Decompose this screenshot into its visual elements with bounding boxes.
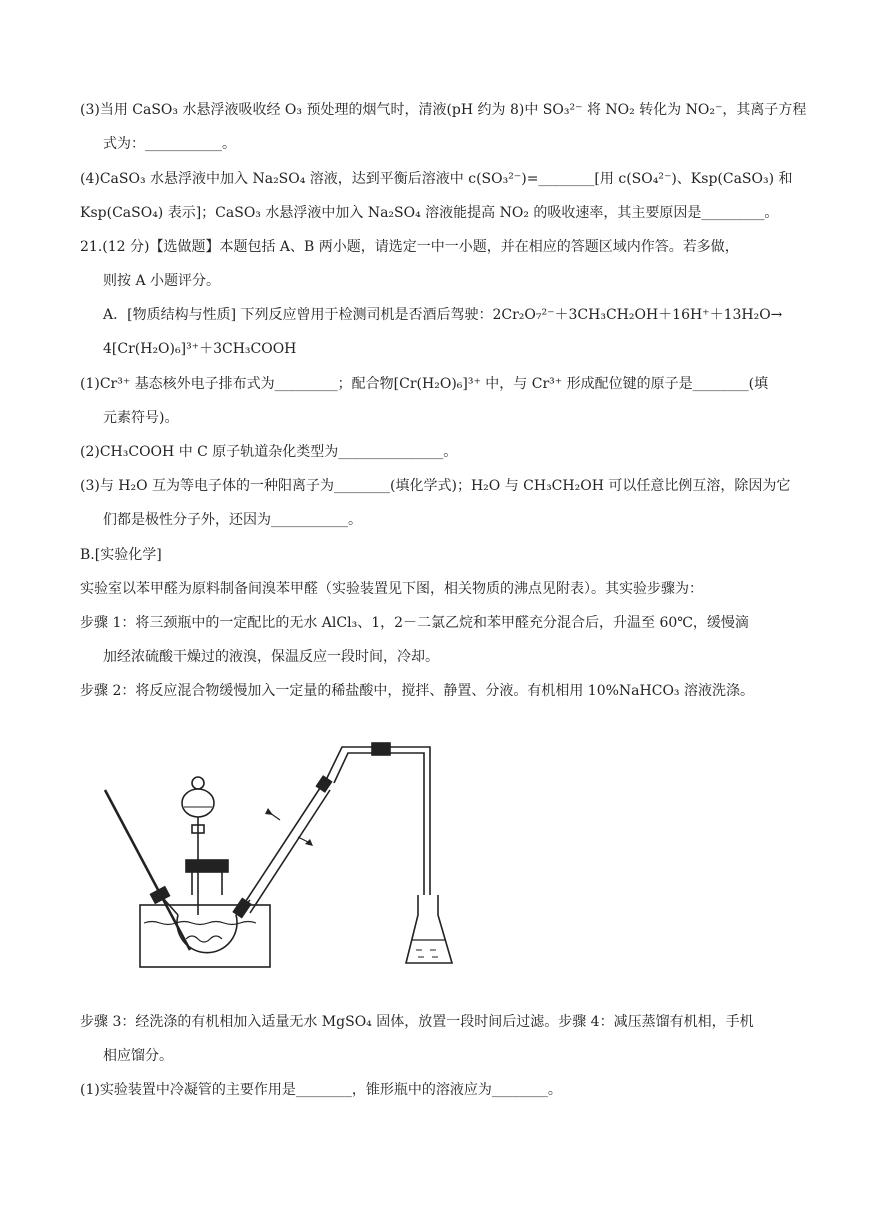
line-B-intro: 实验室以苯甲醛为原料制备间溴苯甲醛（实验装置见下图，相关物质的沸点见附表）。其实验步骤为： <box>80 581 703 597</box>
line-A2: (2)CH₃COOH 中 C 原子轨道杂化类型为_______________。 <box>80 444 458 460</box>
line-A1-cont: 元素符号)。 <box>103 410 179 426</box>
thermometer <box>105 790 190 950</box>
line-q3-cont: 式为：___________。 <box>103 136 236 152</box>
conical-flask <box>406 895 452 963</box>
line-step1: 步骤 1：将三颈瓶中的一定配比的无水 AlCl₃、1，2－二氯乙烷和苯甲醛充分混合后，升温至 60℃，缓慢滴 <box>80 615 749 631</box>
line-step3-cont: 相应馏分。 <box>103 1048 173 1064</box>
line-q3: (3)当用 CaSO₃ 水悬浮液吸收经 O₃ 预处理的烟气时，清液(pH 约为 8)中 SO₃²⁻ 将 NO₂ 转化为 NO₂⁻，其离子方程 <box>80 102 807 118</box>
line-partA-eq: 4[Cr(H₂O)₆]³⁺＋3CH₃COOH <box>103 341 297 357</box>
condenser <box>233 776 331 917</box>
line-q4: (4)CaSO₃ 水悬浮液中加入 Na₂SO₄ 溶液，达到平衡后溶液中 c(SO₃²⁻)=________[用 c(SO₄²⁻)、Ksp(CaSO₃) 和 <box>80 171 793 187</box>
dropping-funnel <box>182 777 214 915</box>
apparatus-diagram <box>100 725 480 975</box>
line-step1-cont: 加经浓硫酸干燥过的液溴，保温反应一段时间，冷却。 <box>103 649 439 665</box>
line-q4-cont: Ksp(CaSO₄) 表示]；CaSO₃ 水悬浮液中加入 Na₂SO₄ 溶液能提高 NO₂ 的吸收速率，其主要原因是_________。 <box>80 205 779 221</box>
line-step2: 步骤 2：将反应混合物缓慢加入一定量的稀盐酸中，搅拌、静置、分液。有机相用 10%NaHCO₃ 溶液洗涤。 <box>80 683 754 699</box>
line-B1: (1)实验装置中冷凝管的主要作用是________，锥形瓶中的溶液应为________。 <box>80 1082 562 1098</box>
line-step3: 步骤 3：经洗涤的有机相加入适量无水 MgSO₄ 固体，放置一段时间后过滤。步骤 4：减压蒸馏有机相，手机 <box>80 1014 754 1030</box>
line-q21: 21.(12 分)【选做题】本题包括 A、B 两小题，请选定一中一小题，并在相应的答题区域内作答。若多做， <box>80 239 739 255</box>
line-partB: B.[实验化学] <box>80 547 162 563</box>
water-bath <box>140 905 270 967</box>
line-q21-cont: 则按 A 小题评分。 <box>103 273 221 289</box>
line-partA: A．[物质结构与性质] 下列反应曾用于检测司机是否酒后驾驶：2Cr₂O₇²⁻＋3CH₃CH₂OH＋16H⁺＋13H₂O→ <box>103 307 783 323</box>
line-A3: (3)与 H₂O 互为等电子体的一种阳离子为________(填化学式)；H₂O 与 CH₃CH₂OH 可以任意比例互溶，除因为它 <box>80 478 791 494</box>
delivery-tube <box>326 743 430 895</box>
line-A1: (1)Cr³⁺ 基态核外电子排布式为_________；配合物[Cr(H₂O)₆]³⁺ 中，与 Cr³⁺ 形成配位键的原子是________(填 <box>80 376 769 392</box>
line-A3-cont: 们都是极性分子外，还因为___________。 <box>103 512 362 528</box>
